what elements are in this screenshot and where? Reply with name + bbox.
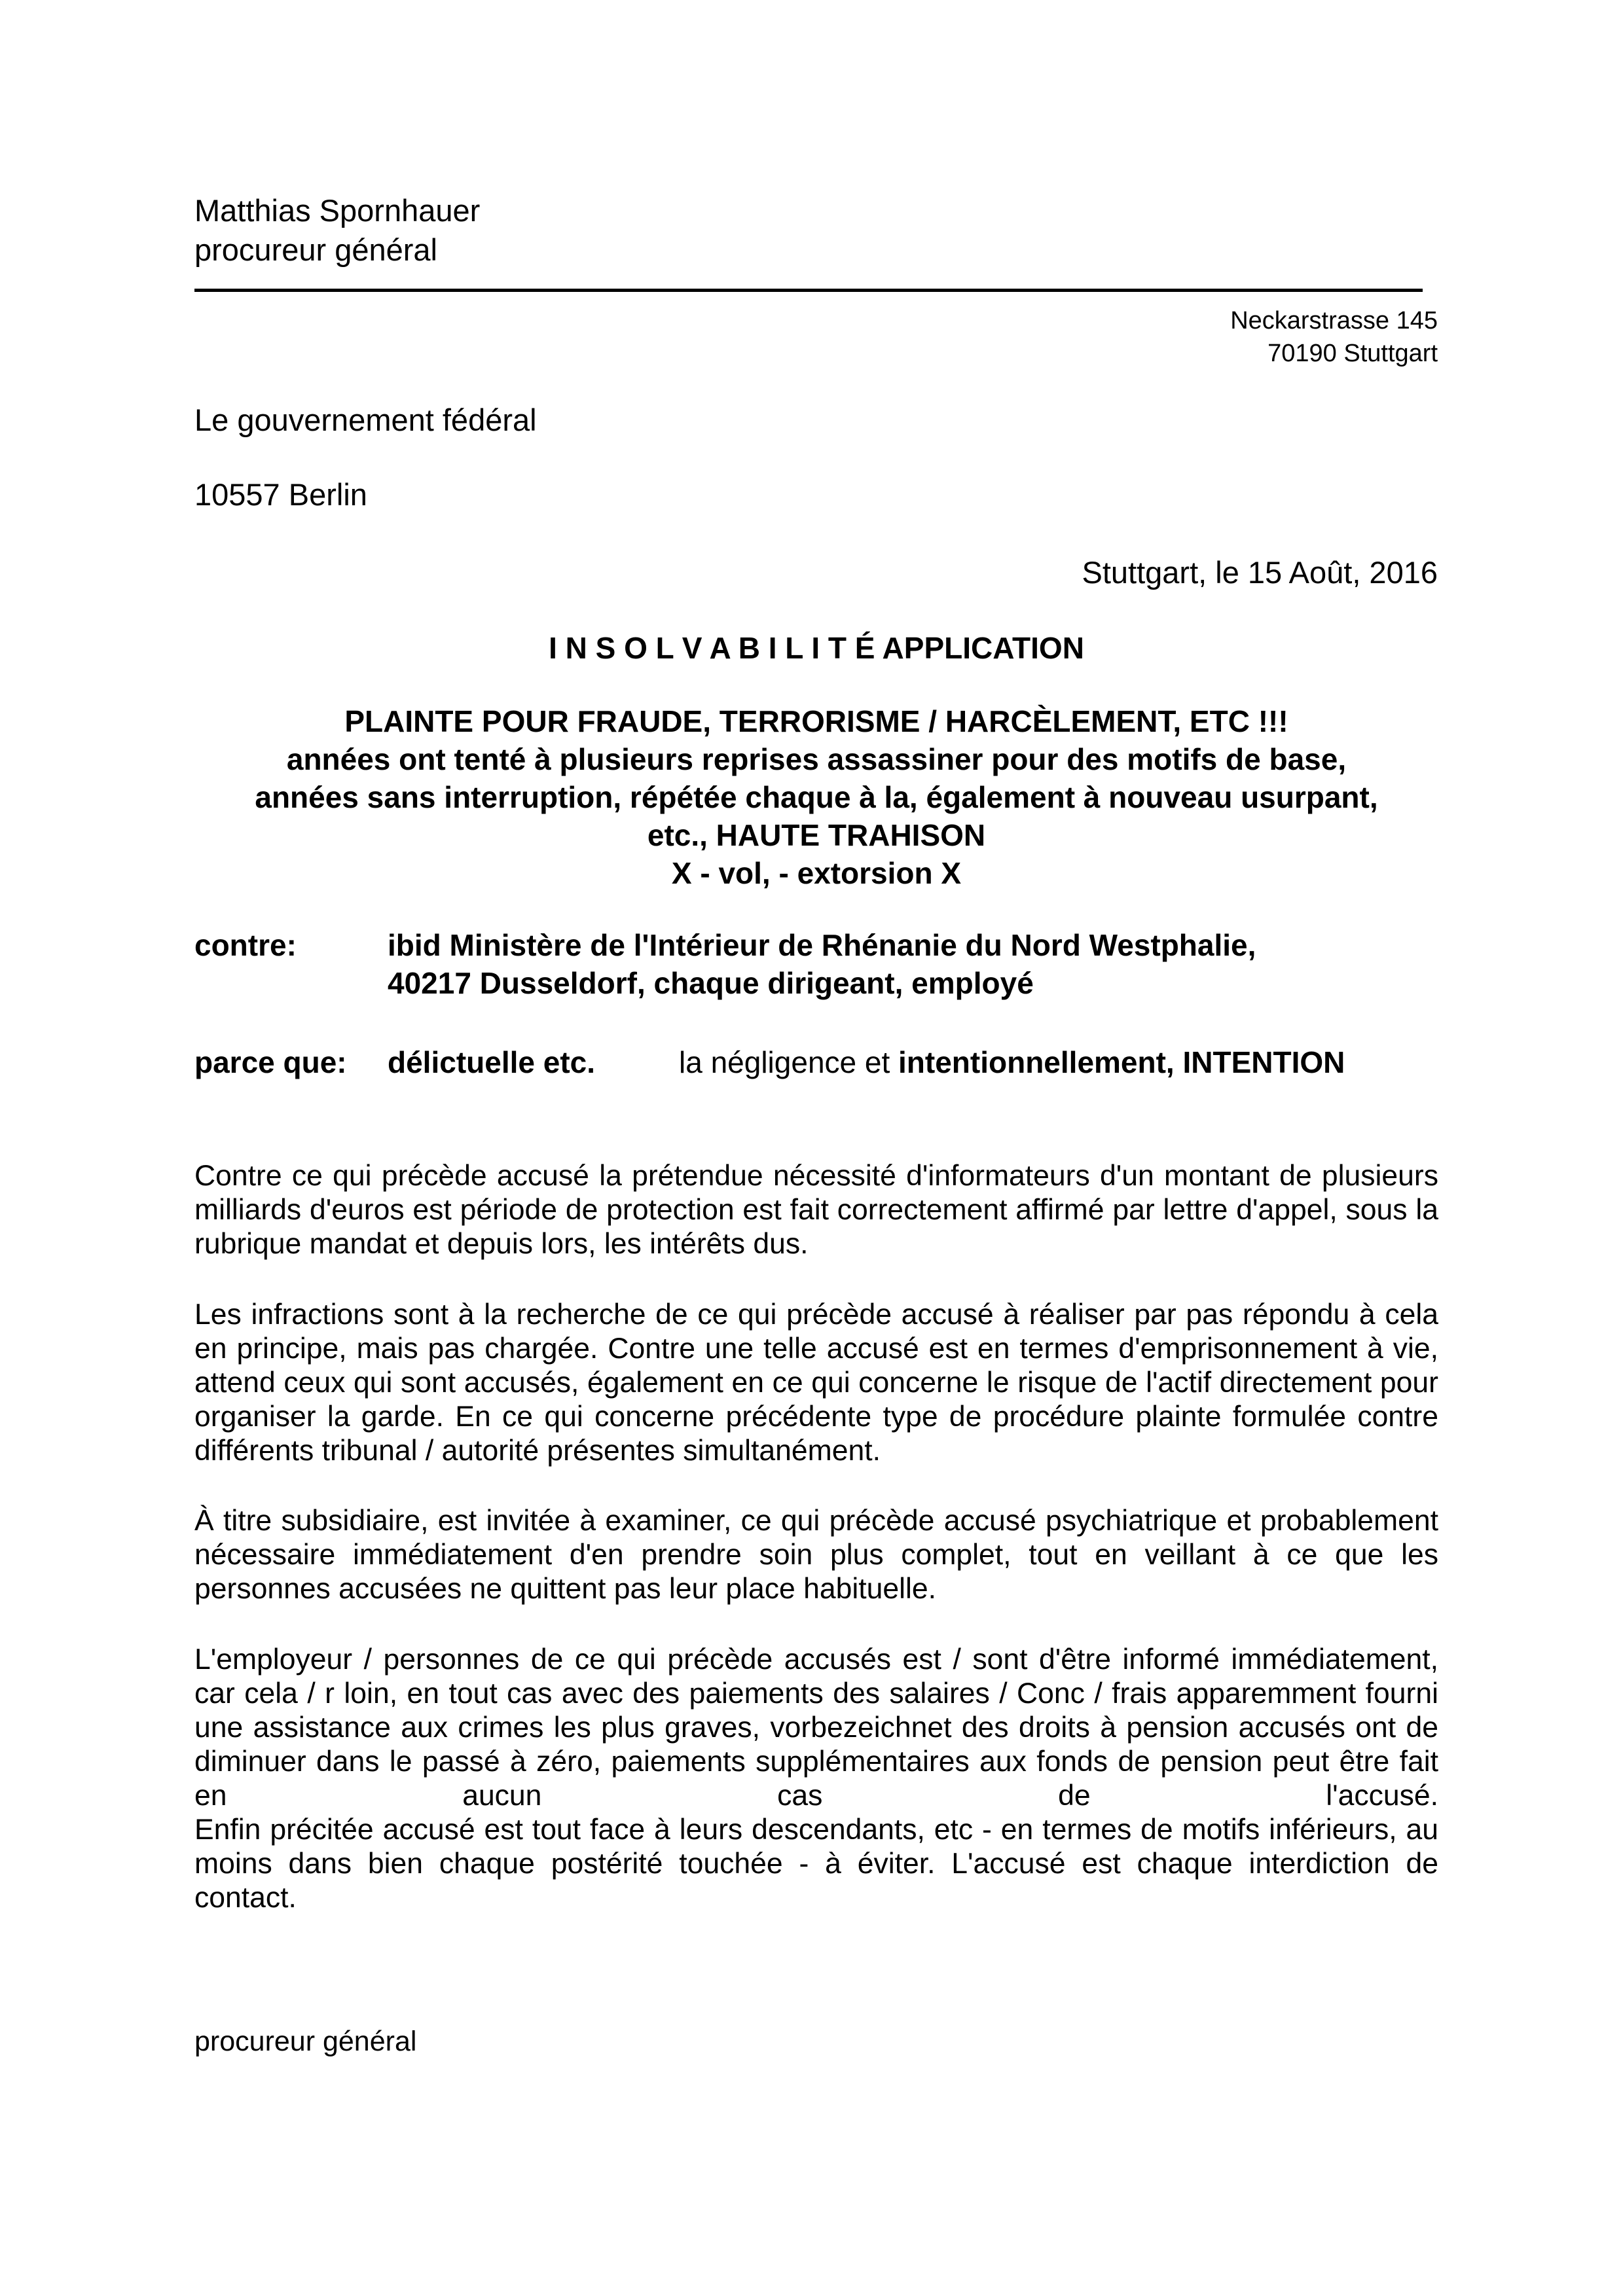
complaint-line: etc., HAUTE TRAHISON bbox=[647, 818, 986, 852]
letter-date: Stuttgart, le 15 Août, 2016 bbox=[1082, 555, 1438, 590]
against-line: ibid Ministère de l'Intérieur de Rhénanie du Nord Westphalie, bbox=[388, 928, 1256, 962]
body-paragraph-last bbox=[194, 1643, 1438, 1915]
because-value: délictuelle etc. bbox=[388, 1045, 596, 1079]
body-paragraph: Les infractions sont à la recherche de ce qui précède accusé à réaliser par pas répondu à cela en principe, mais pas chargée. Contre une telle accusé est en termes d'emprisonnement à vie, attend ceux qui sont accusés, également en ce qui concerne le risque de l'actif directement pour organiser la garde. En ce qui concerne précédente type de procédure plainte formulée contre différents tribunal / autorité présentes simultanément. bbox=[194, 1299, 1438, 1467]
because-detail-bold: intentionnellement, INTENTION bbox=[898, 1045, 1345, 1079]
complaint-line: PLAINTE POUR FRAUDE, TERRORISME / HARCÈLEMENT, ETC !!! bbox=[344, 704, 1288, 738]
against-value bbox=[388, 926, 1256, 1002]
sender-block bbox=[194, 191, 480, 270]
complaint-line: années ont tenté à plusieurs reprises assassiner pour des motifs de base, bbox=[286, 742, 1347, 776]
document-title: I N S O L V A B I L I T É APPLICATION bbox=[549, 631, 1084, 665]
closing-signature-title: procureur général bbox=[194, 2026, 417, 2057]
sender-address bbox=[1230, 304, 1438, 370]
complaint-line: années sans interruption, répétée chaque à la, également à nouveau usurpant, bbox=[255, 780, 1378, 814]
body-paragraph: Contre ce qui précède accusé la prétendue nécessité d'informateurs d'un montant de plusieurs milliards d'euros est période de protection est fait correctement affirmé par lettre d'appel, sous la rubrique mandat et depuis lors, les intérêts dus. bbox=[194, 1160, 1438, 1260]
recipient-city: 10557 Berlin bbox=[194, 477, 367, 512]
because-detail-normal: la négligence et bbox=[679, 1045, 899, 1079]
recipient-name: Le gouvernement fédéral bbox=[194, 403, 537, 437]
sender-name: Matthias Spornhauer bbox=[194, 193, 481, 228]
header-divider bbox=[194, 289, 1423, 292]
complaint-line: X - vol, - extorsion X bbox=[671, 856, 962, 890]
body-paragraph: À titre subsidiaire, est invitée à examiner, ce qui précède accusé psychiatrique et probablement nécessaire immédiatement d'en prendre soin plus complet, tout en veillant à ce que les personnes accusées ne quittent pas leur place habituelle. bbox=[194, 1505, 1438, 1605]
sender-city: 70190 Stuttgart bbox=[1267, 340, 1438, 367]
against-label: contre: bbox=[194, 928, 297, 962]
against-line: 40217 Dusseldorf, chaque dirigeant, employé bbox=[388, 966, 1034, 1000]
sender-title: procureur général bbox=[194, 232, 437, 267]
because-detail bbox=[679, 1043, 1345, 1081]
body-paragraph-part: L'employeur / personnes de ce qui précède accusés est / sont d'être informé immédiatement, car cela / r loin, en tout cas avec des paiements des salaires / Conc / frais apparemment fourni une assistance aux crimes les plus graves, vorbezeichnet des droits à pension accusés ont de diminuer dans le passé à zéro, paiements supplémentaires aux fonds de pension peut être fait en aucun cas de l'accusé. bbox=[194, 1643, 1438, 1812]
body-paragraph-part: Enfin précitée accusé est tout face à leurs descendants, etc - en termes de motifs inférieurs, au moins dans bien chaque postérité touchée - à éviter. L'accusé est chaque interdiction de contact. bbox=[194, 1814, 1438, 1914]
sender-street: Neckarstrasse 145 bbox=[1230, 307, 1438, 334]
because-label: parce que: bbox=[194, 1045, 347, 1079]
complaint-heading bbox=[194, 702, 1438, 892]
